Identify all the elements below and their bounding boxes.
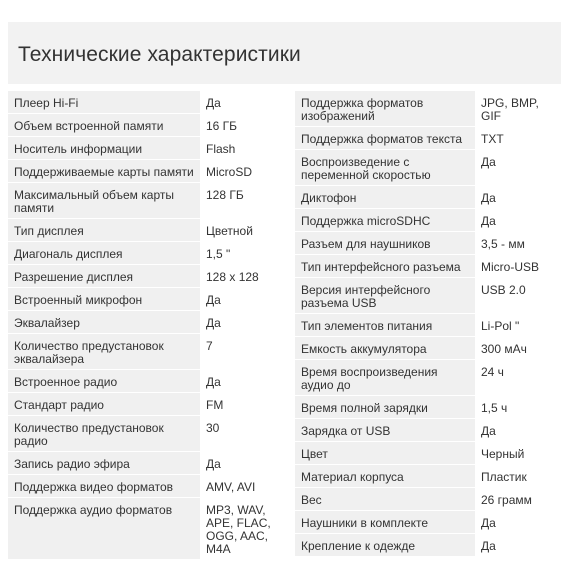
spec-value: JPG, BMP, GIF xyxy=(475,91,561,126)
spec-value: Flash xyxy=(200,137,282,159)
spec-row xyxy=(295,91,561,127)
spec-value: Цветной xyxy=(200,219,282,241)
spec-row xyxy=(8,160,282,183)
spec-value: Пластик xyxy=(475,465,561,487)
spec-row xyxy=(8,416,282,452)
spec-row xyxy=(295,209,561,232)
spec-row xyxy=(295,488,561,511)
page-title: Технические характеристики xyxy=(18,43,301,66)
spec-row xyxy=(8,137,282,160)
spec-row xyxy=(8,288,282,311)
spec-label: Тип элементов питания xyxy=(295,314,475,336)
spec-label: Крепление к одежде xyxy=(295,534,475,556)
spec-label: Стандарт радио xyxy=(8,393,200,415)
spec-row xyxy=(8,393,282,416)
spec-row xyxy=(295,337,561,360)
spec-row xyxy=(295,465,561,488)
spec-row xyxy=(8,91,282,114)
spec-value: 7 xyxy=(200,334,282,369)
spec-row xyxy=(8,334,282,370)
spec-row xyxy=(8,311,282,334)
spec-row xyxy=(8,242,282,265)
spec-row xyxy=(8,498,282,560)
spec-row xyxy=(8,219,282,242)
spec-value: 1,5 ч xyxy=(475,396,561,418)
spec-value: Да xyxy=(475,150,561,185)
spec-row xyxy=(295,278,561,314)
spec-row xyxy=(295,186,561,209)
spec-value: AMV, AVI xyxy=(200,475,282,497)
spec-value: 300 мАч xyxy=(475,337,561,359)
spec-value: 1,5 " xyxy=(200,242,282,264)
spec-value: Micro-USB xyxy=(475,255,561,277)
spec-label: Материал корпуса xyxy=(295,465,475,487)
spec-label: Поддержка microSDHC xyxy=(295,209,475,231)
spec-label: Диктофон xyxy=(295,186,475,208)
spec-label: Тип дисплея xyxy=(8,219,200,241)
spec-label: Поддержка форматов текста xyxy=(295,127,475,149)
spec-value: Черный xyxy=(475,442,561,464)
spec-value: Да xyxy=(475,209,561,231)
spec-row xyxy=(295,442,561,465)
spec-row xyxy=(295,360,561,396)
spec-row xyxy=(8,475,282,498)
spec-value: Да xyxy=(200,452,282,474)
spec-label: Встроенное радио xyxy=(8,370,200,392)
spec-value: 128 ГБ xyxy=(200,183,282,218)
spec-label: Поддержка видео форматов xyxy=(8,475,200,497)
spec-value: 128 x 128 xyxy=(200,265,282,287)
spec-value: MicroSD xyxy=(200,160,282,182)
spec-value: 24 ч xyxy=(475,360,561,395)
spec-value: 16 ГБ xyxy=(200,114,282,136)
spec-value: Да xyxy=(200,288,282,310)
spec-label: Количество предустановок радио xyxy=(8,416,200,451)
spec-label: Запись радио эфира xyxy=(8,452,200,474)
spec-value: FM xyxy=(200,393,282,415)
spec-label: Версия интерфейсного разъема USB xyxy=(295,278,475,313)
spec-value: USB 2.0 xyxy=(475,278,561,313)
spec-value: Li-Pol " xyxy=(475,314,561,336)
spec-label: Объем встроенной памяти xyxy=(8,114,200,136)
spec-label: Время полной зарядки xyxy=(295,396,475,418)
spec-value: MP3, WAV, APE, FLAC, OGG, AAC, M4A xyxy=(200,498,282,559)
spec-label: Вес xyxy=(295,488,475,510)
spec-row xyxy=(8,370,282,393)
spec-value: Да xyxy=(475,186,561,208)
spec-label: Время воспроизведения аудио до xyxy=(295,360,475,395)
spec-value: Да xyxy=(200,370,282,392)
spec-value: 3,5 - мм xyxy=(475,232,561,254)
spec-label: Носитель информации xyxy=(8,137,200,159)
spec-row xyxy=(8,265,282,288)
spec-row xyxy=(8,114,282,137)
spec-row xyxy=(295,150,561,186)
spec-value: Да xyxy=(200,311,282,333)
spec-value: Да xyxy=(200,91,282,113)
specs-header xyxy=(8,22,561,84)
spec-label: Поддержка форматов изображений xyxy=(295,91,475,126)
spec-label: Встроенный микрофон xyxy=(8,288,200,310)
spec-row xyxy=(295,511,561,534)
spec-value: TXT xyxy=(475,127,561,149)
specs-table-right xyxy=(295,91,561,557)
spec-label: Поддерживаемые карты памяти xyxy=(8,160,200,182)
spec-label: Наушники в комплекте xyxy=(295,511,475,533)
spec-value: Да xyxy=(475,419,561,441)
spec-row xyxy=(295,396,561,419)
spec-value: Да xyxy=(475,511,561,533)
spec-label: Цвет xyxy=(295,442,475,464)
spec-label: Разрешение дисплея xyxy=(8,265,200,287)
spec-row xyxy=(295,314,561,337)
spec-row xyxy=(295,232,561,255)
spec-label: Плеер Hi-Fi xyxy=(8,91,200,113)
spec-label: Поддержка аудио форматов xyxy=(8,498,200,559)
spec-row xyxy=(8,183,282,219)
spec-row xyxy=(295,534,561,557)
spec-value: 26 грамм xyxy=(475,488,561,510)
spec-label: Воспроизведение с переменной скоростью xyxy=(295,150,475,185)
spec-label: Тип интерфейсного разъема xyxy=(295,255,475,277)
spec-value: 30 xyxy=(200,416,282,451)
spec-label: Эквалайзер xyxy=(8,311,200,333)
spec-label: Разъем для наушников xyxy=(295,232,475,254)
spec-row xyxy=(8,452,282,475)
spec-value: Да xyxy=(475,534,561,556)
spec-label: Количество предустановок эквалайзера xyxy=(8,334,200,369)
spec-row xyxy=(295,127,561,150)
spec-label: Емкость аккумулятора xyxy=(295,337,475,359)
spec-row xyxy=(295,255,561,278)
spec-row xyxy=(295,419,561,442)
specs-table-left xyxy=(8,91,282,560)
spec-label: Зарядка от USB xyxy=(295,419,475,441)
spec-label: Максимальный объем карты памяти xyxy=(8,183,200,218)
spec-label: Диагональ дисплея xyxy=(8,242,200,264)
